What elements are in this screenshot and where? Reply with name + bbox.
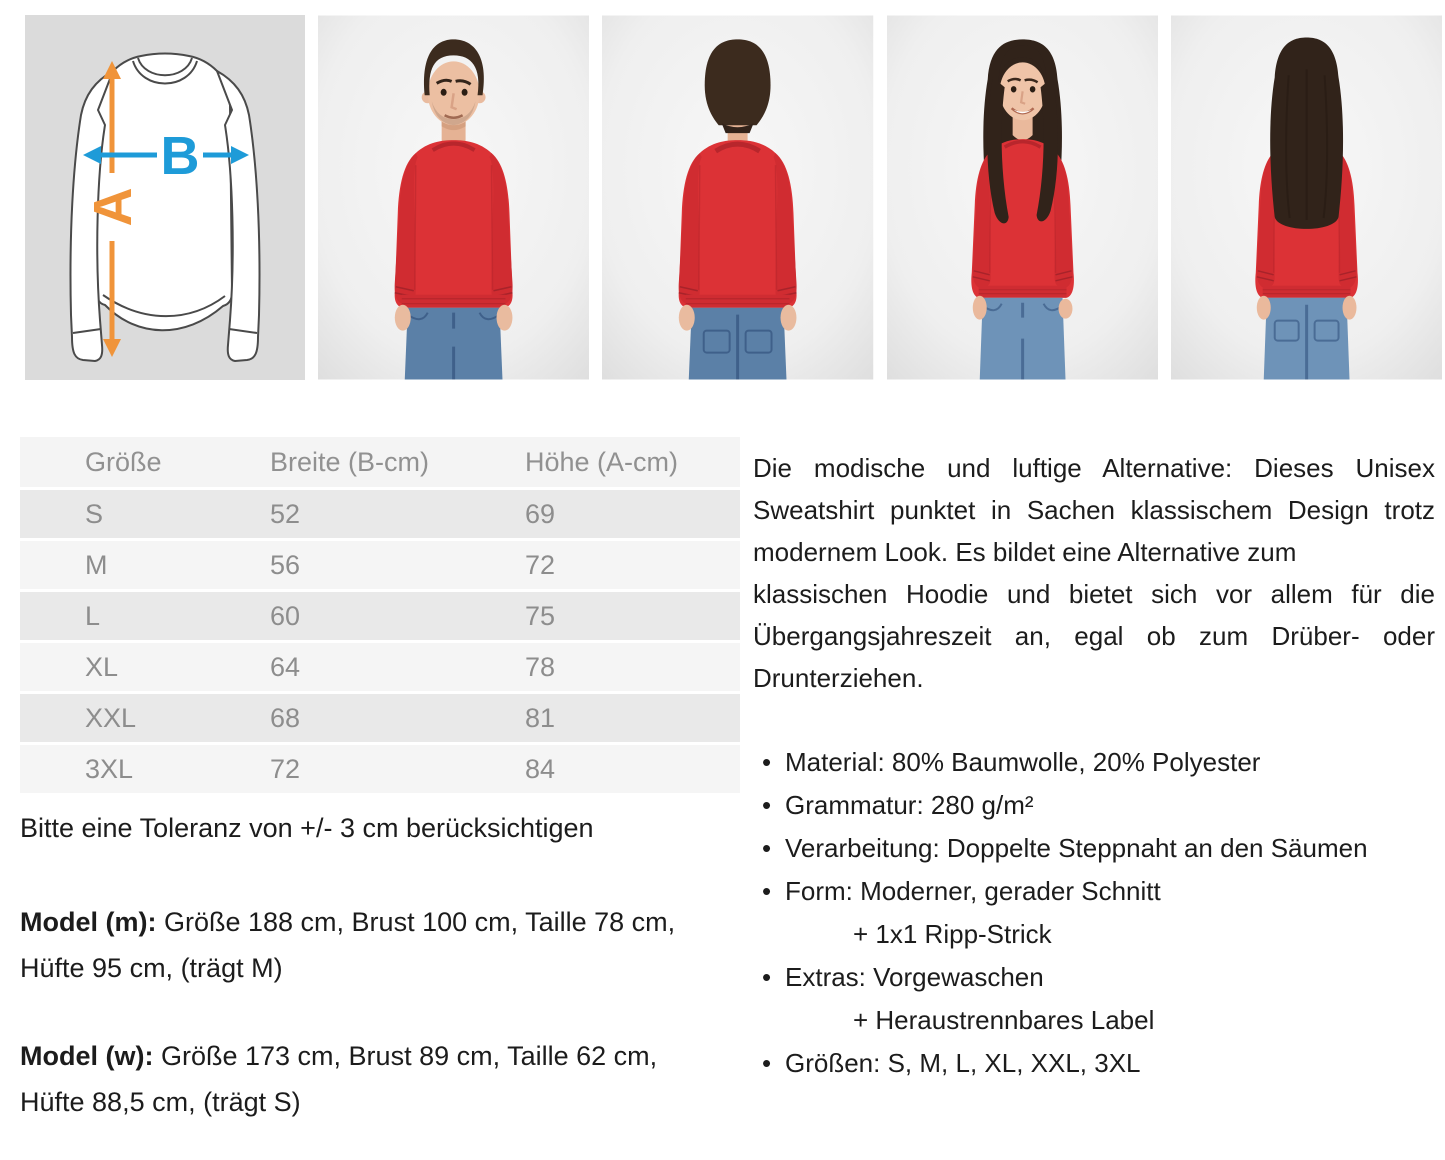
- width-cell: 56: [270, 550, 301, 580]
- feature-form: • Form: Moderner, gerader Schnitt: [753, 870, 1435, 913]
- sweatshirt-diagram-illustration: [25, 15, 305, 380]
- model-m-label: Model (m):: [20, 907, 157, 937]
- size-info-column: [20, 437, 740, 1125]
- feature-grammatur: • Grammatur: 280 g/m²: [753, 784, 1435, 827]
- size-table-header-row: [20, 437, 740, 487]
- height-cell: 81: [525, 703, 556, 733]
- size-cell: S: [85, 499, 104, 529]
- male-model-front-image: [318, 15, 589, 380]
- model-w-info: [20, 1033, 725, 1125]
- female-model-back-illustration: [1171, 15, 1442, 380]
- female-model-front-image: [887, 15, 1158, 380]
- feature-list: [753, 741, 1435, 1085]
- size-cell: L: [85, 601, 101, 631]
- female-model-front-illustration: [887, 15, 1158, 380]
- male-model-front-illustration: [318, 15, 589, 380]
- table-row: [20, 694, 740, 742]
- width-cell: 64: [270, 652, 301, 682]
- description-column: [753, 437, 1440, 1125]
- male-model-back-image: [602, 15, 873, 380]
- height-cell: 75: [525, 601, 556, 631]
- height-cell: 78: [525, 652, 556, 682]
- table-row: [20, 490, 740, 538]
- feature-verarbeitung: • Verarbeitung: Doppelte Steppnaht an den Säumen: [753, 827, 1435, 870]
- size-cell: 3XL: [85, 754, 134, 784]
- feature-extras: • Extras: Vorgewaschen: [753, 956, 1435, 999]
- product-details: [20, 437, 1445, 1125]
- product-image-gallery: [25, 15, 1442, 380]
- column-header-size: Größe: [85, 447, 162, 477]
- description-paragraph-2: klassischen Hoodie und bietet sich vor allem für die Übergangsjahreszeit an, egal ob zum Drüber- oder Drunterziehen.: [753, 579, 1435, 693]
- feature-material: • Material: 80% Baumwolle, 20% Polyester: [753, 741, 1435, 784]
- model-m-text: Größe 188 cm, Brust 100 cm, Taille 78 cm, Hüfte 95 cm, (trägt M): [20, 907, 676, 983]
- feature-groessen: • Größen: S, M, L, XL, XXL, 3XL: [753, 1042, 1435, 1085]
- height-arrow-label: A: [83, 187, 143, 227]
- height-cell: 72: [525, 550, 556, 580]
- tolerance-note: Bitte eine Toleranz von +/- 3 cm berücksichtigen: [20, 813, 594, 843]
- female-model-back-image: [1171, 15, 1442, 380]
- width-cell: 68: [270, 703, 301, 733]
- male-model-back-illustration: [602, 15, 873, 380]
- height-cell: 84: [525, 754, 556, 784]
- size-cell: XXL: [85, 703, 137, 733]
- feature-extras-sub: + Heraustrennbares Label: [853, 1005, 1155, 1035]
- width-arrow-label: B: [160, 126, 200, 186]
- model-w-label: Model (w):: [20, 1041, 154, 1071]
- table-row: [20, 541, 740, 589]
- description-paragraph-1: Die modische und luftige Alternative: Dieses Unisex Sweatshirt punktet in Sachen klassischem Design trotz modernem Look. Es bildet eine Alternative zum: [753, 453, 1435, 567]
- size-table: [20, 437, 740, 793]
- width-cell: 72: [270, 754, 301, 784]
- column-header-width: Breite (B-cm): [270, 447, 430, 477]
- width-cell: 52: [270, 499, 301, 529]
- model-w-text: Größe 173 cm, Brust 89 cm, Taille 62 cm, Hüfte 88,5 cm, (trägt S): [20, 1041, 658, 1117]
- table-row: [20, 745, 740, 793]
- size-cell: XL: [85, 652, 119, 682]
- width-cell: 60: [270, 601, 301, 631]
- feature-form-sub: + 1x1 Ripp-Strick: [853, 919, 1052, 949]
- height-cell: 69: [525, 499, 556, 529]
- table-row: [20, 592, 740, 640]
- table-row: [20, 643, 740, 691]
- column-header-height: Höhe (A-cm): [525, 447, 679, 477]
- size-cell: M: [85, 550, 108, 580]
- size-diagram-image: [25, 15, 305, 380]
- model-m-info: [20, 899, 725, 991]
